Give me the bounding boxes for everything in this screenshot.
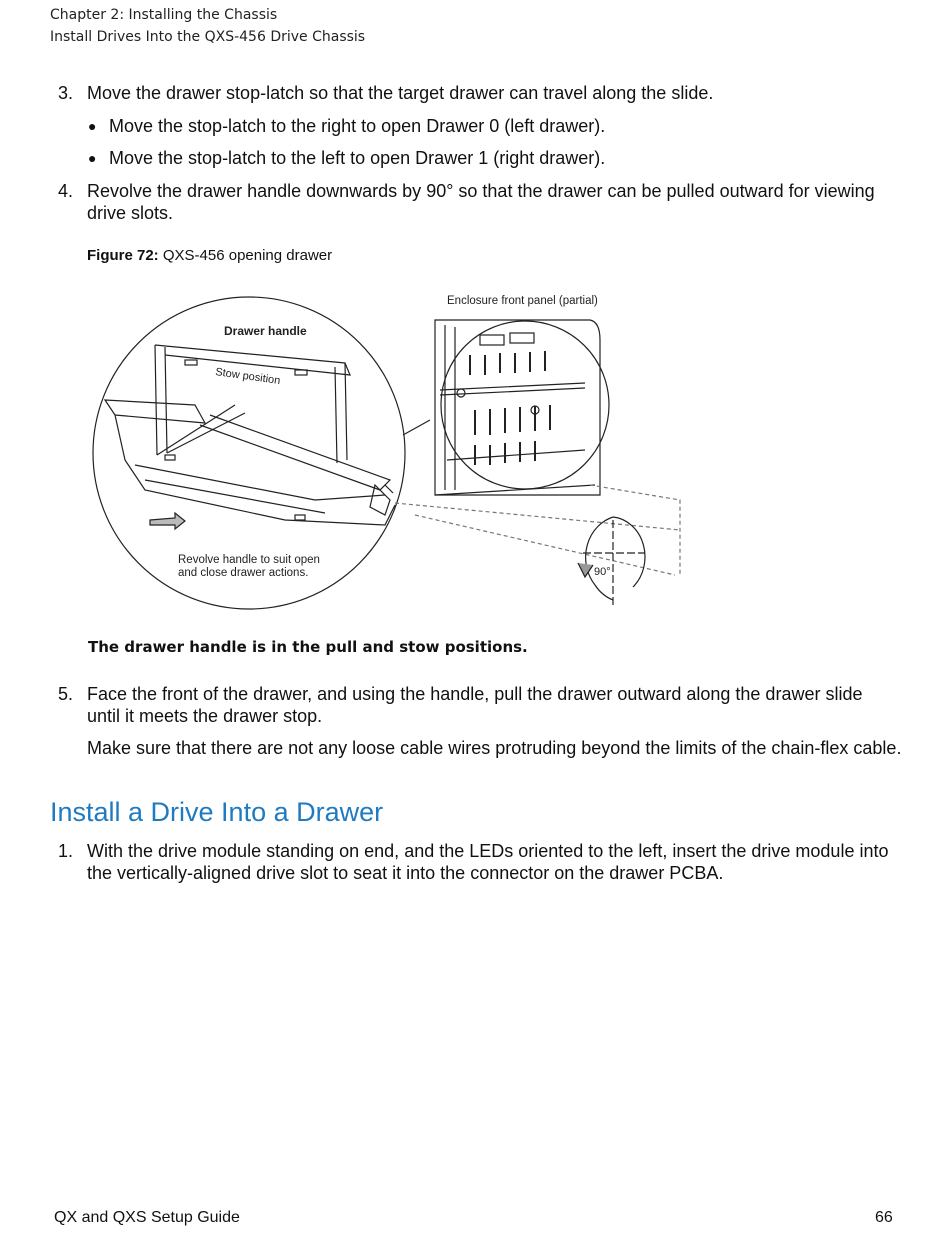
step-text: Face the front of the drawer, and using the handle, pull the drawer outward along the drawer slide until it meets the drawer stop. [87,684,863,726]
page-number: 66 [875,1209,893,1226]
step-number: 4. [58,181,74,201]
bullet-icon: ● [88,150,97,166]
figure-note: The drawer handle is in the pull and stow positions. [88,638,528,656]
figure-label: Figure 72: [87,247,159,264]
step-text: With the drive module standing on end, and the LEDs oriented to the left, insert the drive module into the vertically-aligned drive slot to seat it into the connector on the drawer PCBA. [87,841,889,883]
revolve-label-1: Revolve handle to suit open [178,554,320,566]
drawer-figure [85,285,695,615]
step-text: Move the drawer stop-latch so that the target drawer can travel along the slide. [87,83,714,103]
step-5-note: Make sure that there are not any loose cable wires protruding beyond the limits of the chain-flex cable. [87,738,902,758]
enclosure-label: Enclosure front panel (partial) [447,295,598,307]
chapter-header: Chapter 2: Installing the Chassis [50,7,278,23]
section-header: Install Drives Into the QXS-456 Drive Chassis [50,29,366,45]
bullet-icon: ● [88,118,97,134]
section-title: Install a Drive Into a Drawer [50,797,384,827]
bullet-text: Move the stop-latch to the right to open Drawer 0 (left drawer). [109,116,606,136]
enclosure-detail-circle [441,321,609,489]
drawer-handle-label: Drawer handle [224,324,307,338]
step-text: Revolve the drawer handle downwards by 90° so that the drawer can be pulled outward for viewing drive slots. [87,181,875,223]
step-number: 5. [58,684,74,704]
step-number: 3. [58,83,74,103]
stow-position-label: Stow position [214,366,282,388]
bullet-text: Move the stop-latch to the left to open Drawer 1 (right drawer). [109,148,606,168]
angle-label: 90° [594,566,611,578]
figure-caption-text: QXS-456 opening drawer [162,247,333,264]
step-number: 1. [58,841,74,861]
figure-caption [87,247,332,264]
revolve-label-2: and close drawer actions. [178,567,309,579]
footer-guide-title: QX and QXS Setup Guide [54,1209,240,1226]
